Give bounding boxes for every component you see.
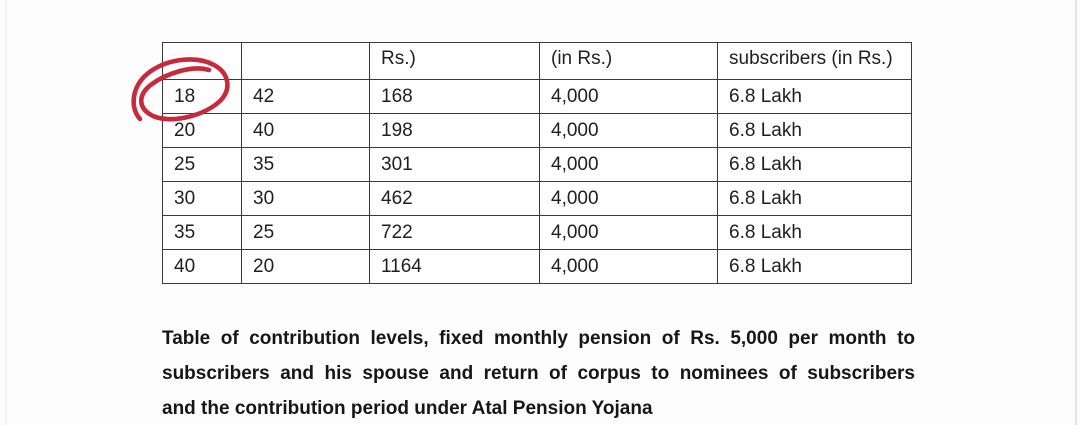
table-cell-corpus: 6.8 Lakh: [718, 114, 912, 148]
table-cell-corpus: 6.8 Lakh: [718, 250, 912, 284]
table-cell-pension: 4,000: [540, 216, 718, 250]
caption-line: and the contribution period under Atal Pension Yojana: [162, 398, 653, 419]
contribution-table: [162, 42, 912, 284]
table-header-row: [163, 43, 912, 80]
table-caption: [162, 321, 915, 425]
table-cell-years: 40: [242, 114, 370, 148]
table-cell-contribution: 1164: [370, 250, 540, 284]
table-row: [163, 182, 912, 216]
table-cell-years: 25: [242, 216, 370, 250]
caption-line: subscribers and his spouse and return of corpus to nominees of subscribers: [162, 363, 915, 384]
table-row: [163, 80, 912, 114]
table-cell-pension: 4,000: [540, 250, 718, 284]
table-cell-age: 40: [163, 250, 242, 284]
header-cell: subscribers (in Rs.): [718, 43, 912, 80]
table-cell-years: 35: [242, 148, 370, 182]
header-cell: Rs.): [370, 43, 540, 80]
table-cell-contribution: 301: [370, 148, 540, 182]
table-cell-corpus: 6.8 Lakh: [718, 182, 912, 216]
header-cell: (in Rs.): [540, 43, 718, 80]
table-cell-age: 18: [163, 80, 242, 114]
frame-edge-artifact-right: [1075, 0, 1077, 425]
table-row: [163, 216, 912, 250]
table-cell-years: 42: [242, 80, 370, 114]
table-cell-corpus: 6.8 Lakh: [718, 80, 912, 114]
table-cell-pension: 4,000: [540, 148, 718, 182]
table-cell-contribution: 168: [370, 80, 540, 114]
table-cell-pension: 4,000: [540, 114, 718, 148]
table-cell-age: 35: [163, 216, 242, 250]
table-cell-corpus: 6.8 Lakh: [718, 216, 912, 250]
table-cell-pension: 4,000: [540, 182, 718, 216]
header-cell: [163, 43, 242, 80]
table-cell-contribution: 462: [370, 182, 540, 216]
table-cell-age: 30: [163, 182, 242, 216]
table-cell-contribution: 198: [370, 114, 540, 148]
table-cell-years: 30: [242, 182, 370, 216]
table-cell-contribution: 722: [370, 216, 540, 250]
header-cell: [242, 43, 370, 80]
table-row: [163, 148, 912, 182]
table-cell-age: 25: [163, 148, 242, 182]
caption-line: Table of contribution levels, fixed monthly pension of Rs. 5,000 per month to: [162, 328, 915, 349]
table-row: [163, 250, 912, 284]
table-cell-age: 20: [163, 114, 242, 148]
table-cell-corpus: 6.8 Lakh: [718, 148, 912, 182]
table-cell-pension: 4,000: [540, 80, 718, 114]
frame-edge-artifact-left: [5, 0, 7, 425]
table-row: [163, 114, 912, 148]
table-cell-years: 20: [242, 250, 370, 284]
